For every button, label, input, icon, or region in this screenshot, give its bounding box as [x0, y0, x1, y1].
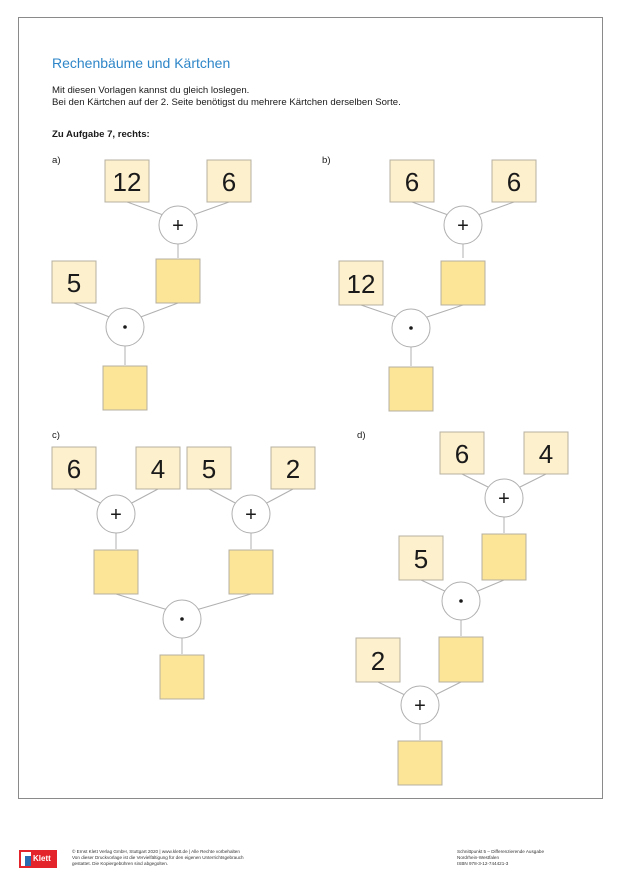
tree-c-empty-box-1[interactable] — [94, 550, 138, 594]
tree-d-number-2: 4 — [538, 439, 554, 469]
tree-d-number-3: 5 — [413, 544, 429, 574]
tree-c-number-1: 6 — [66, 454, 82, 484]
tree-d-number-4: 2 — [370, 646, 386, 676]
tree-a — [52, 160, 251, 410]
tree-c-number-2: 4 — [150, 454, 166, 484]
footer-book-region: Nordrhein-Westfalen — [457, 855, 500, 861]
intro-line-2: Bei den Kärtchen auf der 2. Seite benötigst du mehrere Kärtchen derselben Sorte. — [52, 97, 401, 109]
tree-b-number-1: 6 — [404, 167, 420, 197]
tree-a-multiply-dot — [123, 325, 127, 329]
tree-c-result-box[interactable] — [160, 655, 204, 699]
tree-c-multiply-dot — [180, 617, 184, 621]
footer-book-title: Schnittpunkt 5 – Differenzierende Ausgabe — [457, 849, 545, 854]
footer-copyright-line-1: © Ernst Klett Verlag GmbH, Stuttgart 2020 | www.klett.de | Alle Rechte vorbehalten — [72, 849, 240, 854]
tree-c-label: c) — [52, 430, 60, 441]
tree-b — [339, 160, 536, 411]
task-label: Zu Aufgabe 7, rechts: — [52, 129, 150, 140]
tree-c-operator-1: + — [110, 504, 122, 526]
tree-c-number-4: 2 — [285, 454, 301, 484]
tree-d-empty-box-1[interactable] — [482, 534, 526, 580]
intro-line-1: Mit diesen Vorlagen kannst du gleich loslegen. — [52, 85, 250, 96]
tree-b-number-3: 12 — [346, 269, 376, 299]
klett-logo — [19, 850, 57, 868]
tree-c-operator-2: + — [245, 504, 257, 526]
tree-a-label: a) — [52, 155, 61, 166]
tree-a-operator-1: + — [172, 215, 184, 237]
footer-copyright — [72, 849, 244, 868]
tree-d-empty-box-2[interactable] — [439, 637, 483, 682]
footer-book-isbn: ISBN 978-3-12-744421-3 — [457, 861, 509, 867]
tree-d — [356, 432, 568, 785]
klett-logo-text: Klett — [33, 854, 51, 863]
tree-d-operator-1: + — [498, 488, 510, 510]
tree-d-operator-3: + — [414, 695, 426, 717]
tree-a-result-box[interactable] — [103, 366, 147, 410]
tree-b-number-2: 6 — [506, 167, 522, 197]
klett-logo-mark — [21, 852, 31, 866]
tree-a-empty-box-1[interactable] — [156, 259, 200, 303]
tree-d-number-1: 6 — [454, 439, 470, 469]
tree-d-label: d) — [357, 430, 366, 441]
tree-c-empty-box-2[interactable] — [229, 550, 273, 594]
footer-copyright-line-2: Von dieser Druckvorlage ist die Vervielfältigung für den eigenen Unterrichtsgebrauch — [72, 855, 244, 861]
tree-d-result-box[interactable] — [398, 741, 442, 785]
footer-copyright-line-3: gestattet. Die Kopiergebühren sind abgegolten. — [72, 861, 169, 867]
tree-d-multiply-dot — [459, 599, 463, 603]
tree-a-number-1: 12 — [112, 167, 142, 197]
page-title: Rechenbäume und Kärtchen — [52, 55, 231, 71]
tree-c-number-3: 5 — [201, 454, 217, 484]
tree-b-label: b) — [322, 155, 331, 166]
tree-b-multiply-dot — [409, 326, 413, 330]
tree-a-number-2: 6 — [221, 167, 237, 197]
tree-b-result-box[interactable] — [389, 367, 433, 411]
footer-book-info — [457, 849, 544, 868]
tree-b-empty-box-1[interactable] — [441, 261, 485, 305]
tree-c — [52, 447, 315, 699]
tree-b-operator-1: + — [457, 215, 469, 237]
tree-a-number-3: 5 — [66, 268, 82, 298]
